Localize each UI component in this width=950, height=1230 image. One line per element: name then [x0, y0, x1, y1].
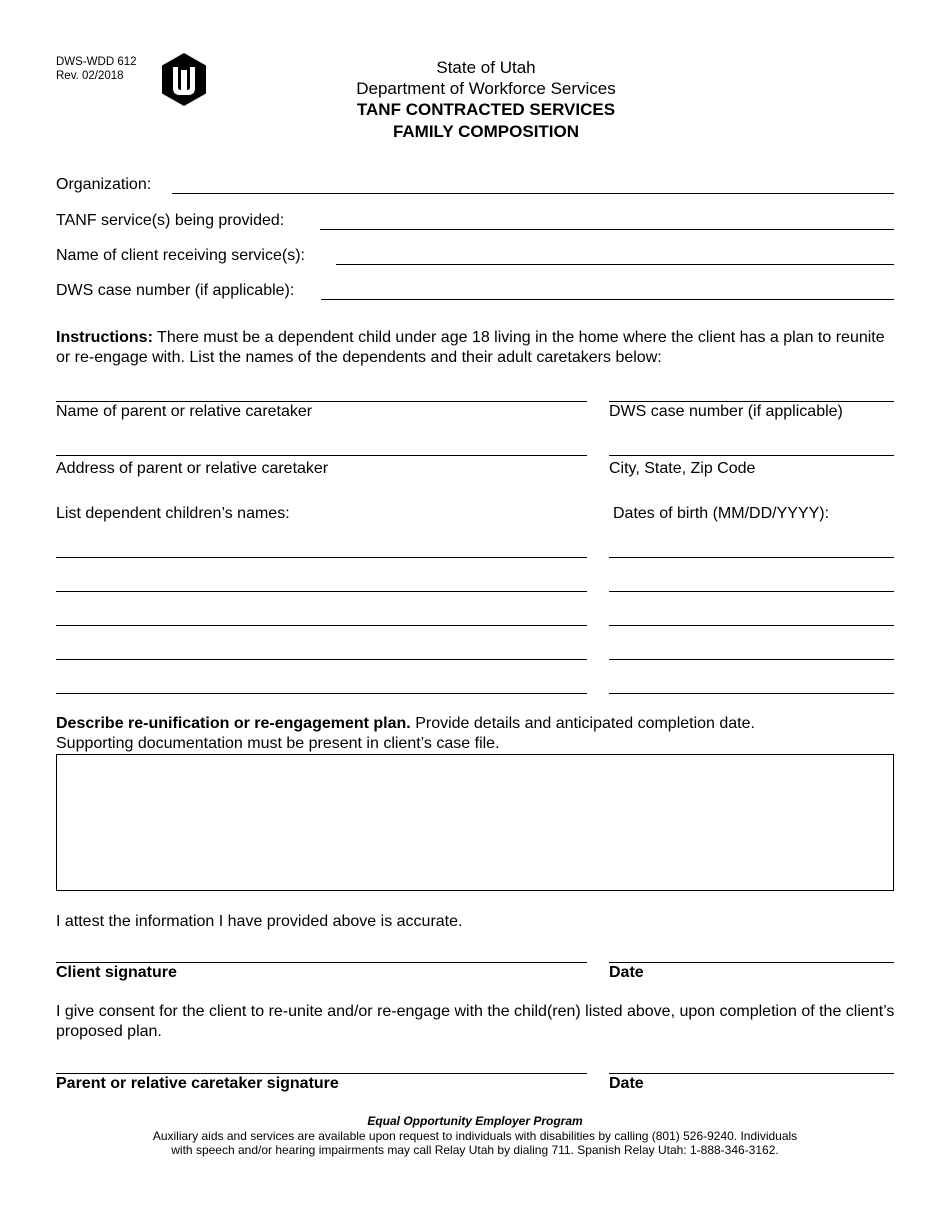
child-name-field[interactable] [56, 659, 587, 660]
organization-label: Organization: [56, 176, 152, 193]
plan-heading [56, 714, 755, 734]
consent-statement: I give consent for the client to re-unite and/or re-engage with the child(ren) listed above, upon completion of the client’s proposed plan. [56, 1003, 895, 1040]
child-name-field[interactable] [56, 591, 587, 592]
organization-field[interactable] [172, 193, 894, 194]
child-dob-field[interactable] [609, 693, 894, 694]
instructions [56, 328, 896, 368]
child-dob-field[interactable] [609, 659, 894, 660]
case-number-label: DWS case number (if applicable): [56, 282, 295, 299]
footer-line-2: with speech and/or hearing impairments may call Relay Utah by dialing 711. Spanish Relay Utah: 1-888-346-3162. [171, 1143, 779, 1157]
client-signature-label: Client signature [56, 964, 177, 981]
child-dob-field[interactable] [609, 591, 894, 592]
case-number-field[interactable] [321, 299, 894, 300]
attest-statement: I attest the information I have provided above is accurate. [56, 913, 463, 930]
plan-instructions: Provide details and anticipated completion date. [410, 715, 755, 732]
city-state-zip-field[interactable] [609, 455, 894, 456]
child-name-field[interactable] [56, 557, 587, 558]
client-date-label: Date [609, 964, 644, 981]
plan-documentation-note: Supporting documentation must be present in client’s case file. [56, 735, 500, 752]
children-dob-label: Dates of birth (MM/DD/YYYY): [613, 505, 830, 522]
tanf-services-label: TANF service(s) being provided: [56, 212, 285, 229]
child-name-field[interactable] [56, 625, 587, 626]
tanf-services-field[interactable] [320, 229, 894, 230]
child-name-field[interactable] [56, 693, 587, 694]
header-department: Department of Workforce Services [356, 79, 616, 98]
caretaker-date-label: Date [609, 1075, 644, 1092]
footer-line-1: Auxiliary aids and services are available upon request to individuals with disabilities by calling (801) 526-9240. Individuals [152, 1129, 798, 1143]
caretaker-case-number-label: DWS case number (if applicable) [609, 403, 843, 420]
header-state: State of Utah [436, 58, 536, 77]
client-date-field[interactable] [609, 962, 894, 963]
instructions-text: There must be a dependent child under age 18 living in the home where the client has a plan to reunite or re-engage with. List the names of the dependents and their adult caretakers below: [56, 329, 885, 366]
header-subtitle: FAMILY COMPOSITION [392, 122, 580, 141]
caretaker-date-field[interactable] [609, 1073, 894, 1074]
header-title: TANF CONTRACTED SERVICES [356, 100, 616, 119]
caretaker-address-label: Address of parent or relative caretaker [56, 460, 329, 477]
form-number: DWS-WDD 612 [56, 56, 137, 68]
child-dob-field[interactable] [609, 625, 894, 626]
caretaker-name-label: Name of parent or relative caretaker [56, 403, 313, 420]
plan-label: Describe re-unification or re-engagement plan. [56, 715, 411, 732]
client-name-field[interactable] [336, 264, 894, 265]
city-state-zip-label: City, State, Zip Code [609, 460, 756, 477]
instructions-label: Instructions: [56, 329, 153, 346]
footer-title: Equal Opportunity Employer Program [367, 1114, 583, 1128]
dws-logo [160, 52, 208, 107]
children-names-label: List dependent children’s names: [56, 505, 290, 522]
caretaker-address-field[interactable] [56, 455, 587, 456]
form-revision: Rev. 02/2018 [56, 70, 124, 82]
client-name-label: Name of client receiving service(s): [56, 247, 305, 264]
dws-logo-icon [160, 52, 208, 107]
plan-textarea[interactable] [56, 754, 894, 891]
caretaker-signature-label: Parent or relative caretaker signature [56, 1075, 339, 1092]
child-dob-field[interactable] [609, 557, 894, 558]
